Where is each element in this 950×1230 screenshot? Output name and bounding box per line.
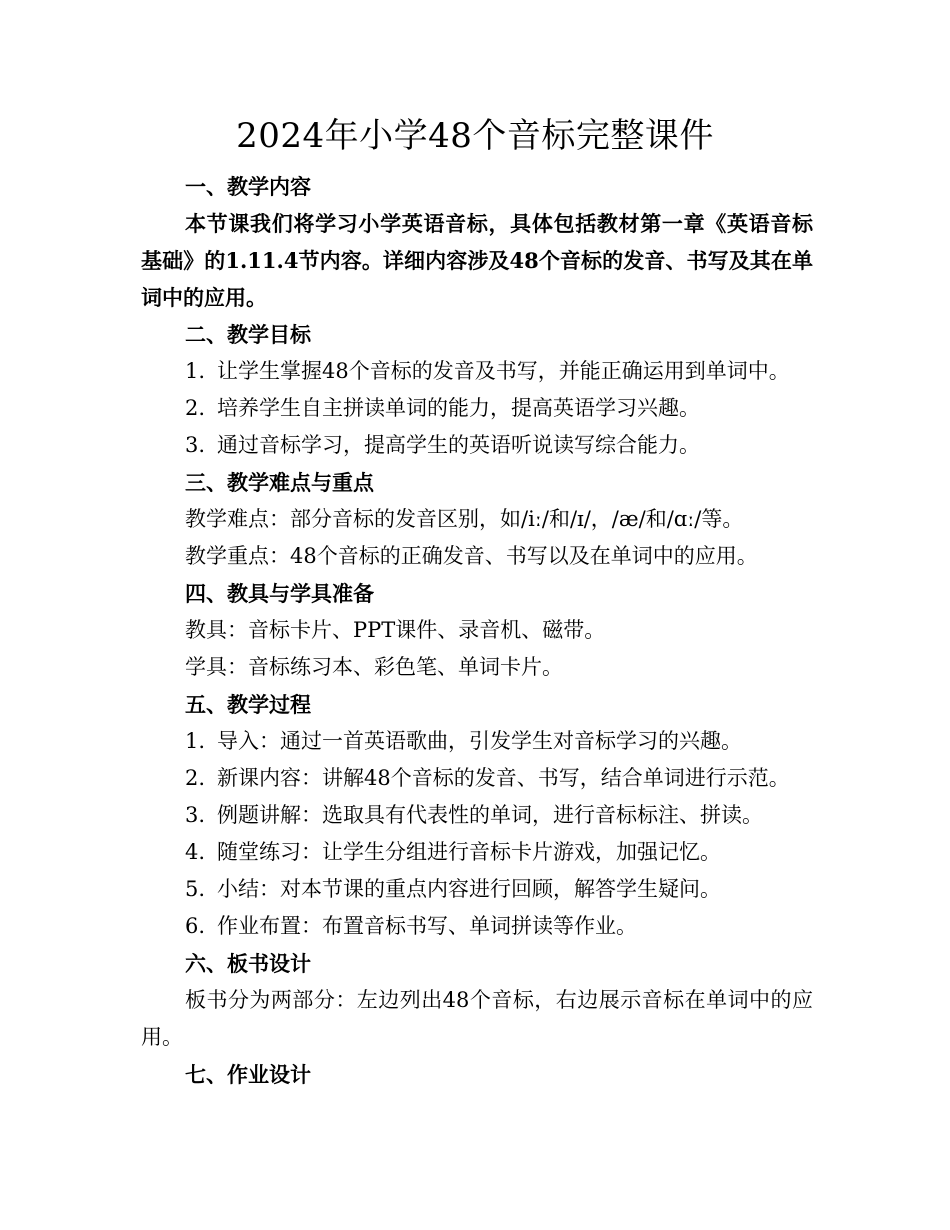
difficulty-line: 教学难点：部分音标的发音区别，如/iː/和/ɪ/，/æ/和/ɑː/等。 [185,507,744,531]
item-number: 4. [185,840,206,864]
item-number: 5. [185,877,206,901]
item-text: 导入：通过一首英语歌曲，引发学生对音标学习的兴趣。 [217,729,742,753]
section-heading-objectives: 二、教学目标 [185,322,311,347]
item-number: 3. [185,433,206,457]
objective-item [141,390,813,427]
process-item [141,760,813,797]
document-title: 2024年小学48个音标完整课件 [236,116,714,156]
process-item [141,723,813,760]
process-item [141,871,813,908]
section-heading-process: 五、教学过程 [185,692,311,717]
objective-item [141,427,813,464]
item-text: 作业布置：布置音标书写、单词拼读等作业。 [217,914,637,938]
item-text: 培养学生自主拼读单词的能力，提高英语学习兴趣。 [217,396,700,420]
process-item [141,908,813,945]
content-paragraph: 本节课我们将学习小学英语音标，具体包括教材第一章《英语音标基础》的1.11.4节内容。详细内容涉及48个音标的发音、书写及其在单词中的应用。 [141,211,813,310]
item-text: 通过音标学习，提高学生的英语听说读写综合能力。 [217,433,700,457]
document-body [141,168,813,1093]
item-number: 6. [185,914,206,938]
objective-item [141,353,813,390]
section-heading-key-points: 三、教学难点与重点 [185,470,374,495]
section-heading-blackboard: 六、板书设计 [185,951,311,976]
section-heading-homework: 七、作业设计 [185,1062,311,1087]
item-text: 让学生掌握48个音标的发音及书写，并能正确运用到单词中。 [217,359,790,383]
item-text: 例题讲解：选取具有代表性的单词，进行音标标注、拼读。 [217,803,763,827]
blackboard-paragraph: 板书分为两部分：左边列出48个音标，右边展示音标在单词中的应用。 [141,988,813,1049]
item-number: 2. [185,766,206,790]
item-number: 1. [185,359,206,383]
item-text: 新课内容：讲解48个音标的发音、书写，结合单词进行示范。 [217,766,790,790]
item-number: 3. [185,803,206,827]
section-heading-materials: 四、教具与学具准备 [185,581,374,606]
student-materials-line: 学具：音标练习本、彩色笔、单词卡片。 [185,655,563,679]
teacher-materials-line: 教具：音标卡片、PPT课件、录音机、磁带。 [185,618,606,642]
item-number: 1. [185,729,206,753]
section-heading-content: 一、教学内容 [185,174,311,199]
item-text: 随堂练习：让学生分组进行音标卡片游戏，加强记忆。 [217,840,721,864]
focus-line: 教学重点：48个音标的正确发音、书写以及在单词中的应用。 [185,544,758,568]
item-number: 2. [185,396,206,420]
item-text: 小结：对本节课的重点内容进行回顾，解答学生疑问。 [217,877,721,901]
process-item [141,834,813,871]
process-item [141,797,813,834]
